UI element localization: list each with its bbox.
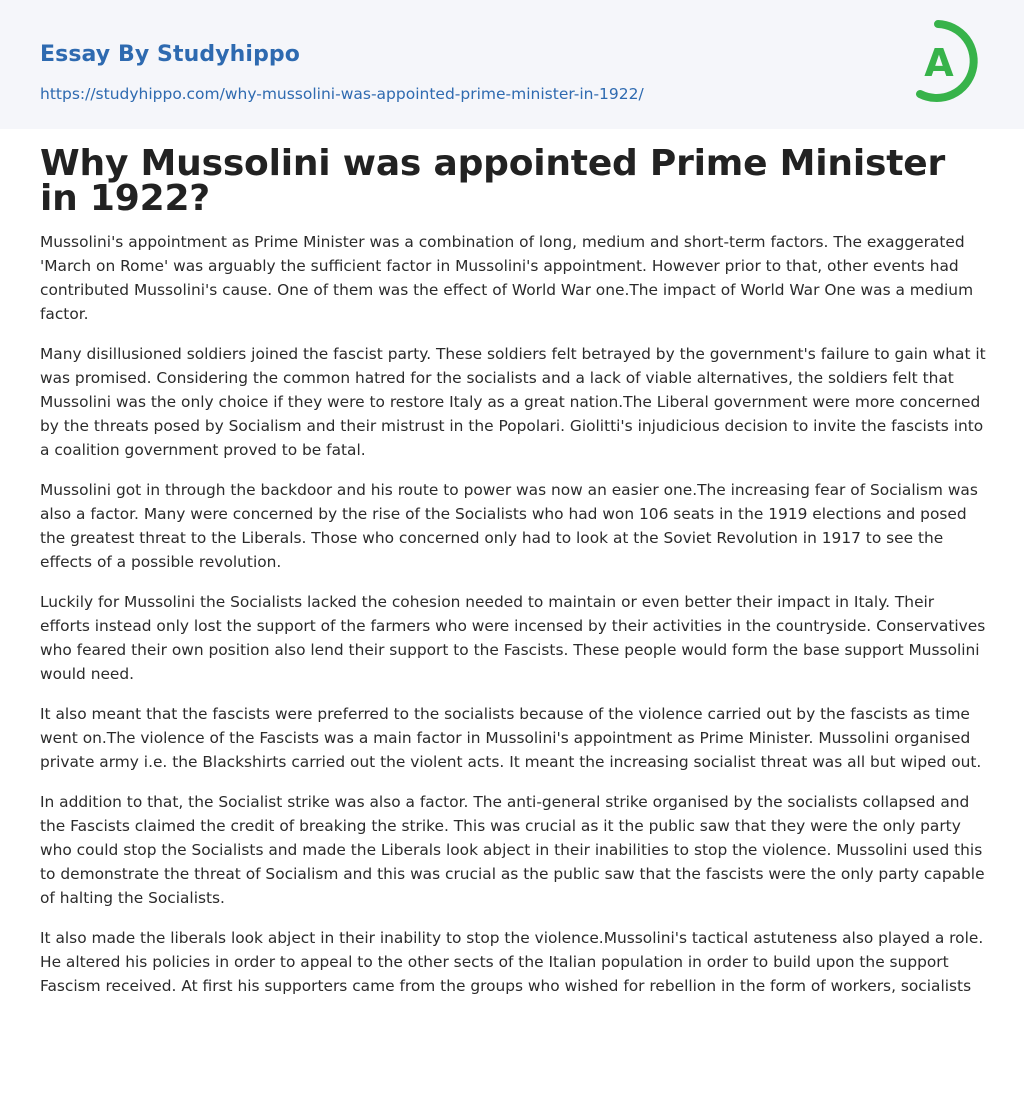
essay-title: Why Mussolini was appointed Prime Minister in 1922? xyxy=(40,143,946,219)
essay-paragraph: It also made the liberals look abject in their inability to stop the violence.Mussolini's tactical astuteness also played a role. He altered his policies in order to appeal to the other sects of the Italian population in order to build upon the support Fascism received. At first his supporters came from the groups who wished for rebellion in the form of workers, socialists xyxy=(40,929,984,995)
brand-title[interactable]: Essay By Studyhippo xyxy=(40,42,300,67)
page-header xyxy=(0,0,1024,129)
essay-paragraph: Luckily for Mussolini the Socialists lacked the cohesion needed to maintain or even better their impact in Italy. Their efforts instead only lost the support of the farmers who were incensed by their activities in the countryside. Conservatives who feared their own position also lend their support to the Fascists. These people would form the base support Mussolini would need. xyxy=(40,593,986,683)
essay-paragraph: Mussolini got in through the backdoor and his route to power was now an easier one.The increasing fear of Socialism was also a factor. Many were concerned by the rise of the Socialists who had won 106 seats in the 1919 elections and posed the greatest threat to the Liberals. Those who concerned only had to look at the Soviet Revolution in 1917 to see the effects of a possible revolution. xyxy=(40,481,978,571)
essay-body xyxy=(40,230,986,998)
studyhippo-logo-icon[interactable] xyxy=(912,19,986,105)
essay-content xyxy=(40,143,986,1014)
essay-paragraph: Mussolini's appointment as Prime Minister was a combination of long, medium and short-term factors. The exaggerated 'March on Rome' was arguably the sufficient factor in Mussolini's appointment. However prior to that, other events had contributed Mussolini's cause. One of them was the effect of World War one.The impact of World War One was a medium factor. xyxy=(40,233,974,323)
essay-paragraph: In addition to that, the Socialist strike was also a factor. The anti-general strike organised by the socialists collapsed and the Fascists claimed the credit of breaking the strike. This was crucial as it the public saw that they were the only party who could stop the Socialists and made the Liberals look abject in their inabilities to stop the violence. Mussolini used this to demonstrate the threat of Socialism and this was crucial as the public saw that the fascists were the only party capable of halting the Socialists. xyxy=(40,793,985,907)
essay-url-link[interactable]: https://studyhippo.com/why-mussolini-was-appointed-prime-minister-in-1922/ xyxy=(40,85,644,103)
essay-paragraph: Many disillusioned soldiers joined the fascist party. These soldiers felt betrayed by the government's failure to gain what it was promised. Considering the common hatred for the socialists and a lack of viable alternatives, the soldiers felt that Mussolini was the only choice if they were to restore Italy as a great nation.The Liberal government were more concerned by the threats posed by Socialism and their mistrust in the Popolari. Giolitti's injudicious decision to invite the fascists into a coalition government proved to be fatal. xyxy=(40,345,986,459)
logo-letter: A xyxy=(924,41,954,85)
essay-paragraph: It also meant that the fascists were preferred to the socialists because of the violence carried out by the fascists as time went on.The violence of the Fascists was a main factor in Mussolini's appointment as Prime Minister. Mussolini organised private army i.e. the Blackshirts carried out the violent acts. It meant the increasing socialist threat was all but wiped out. xyxy=(40,705,982,771)
